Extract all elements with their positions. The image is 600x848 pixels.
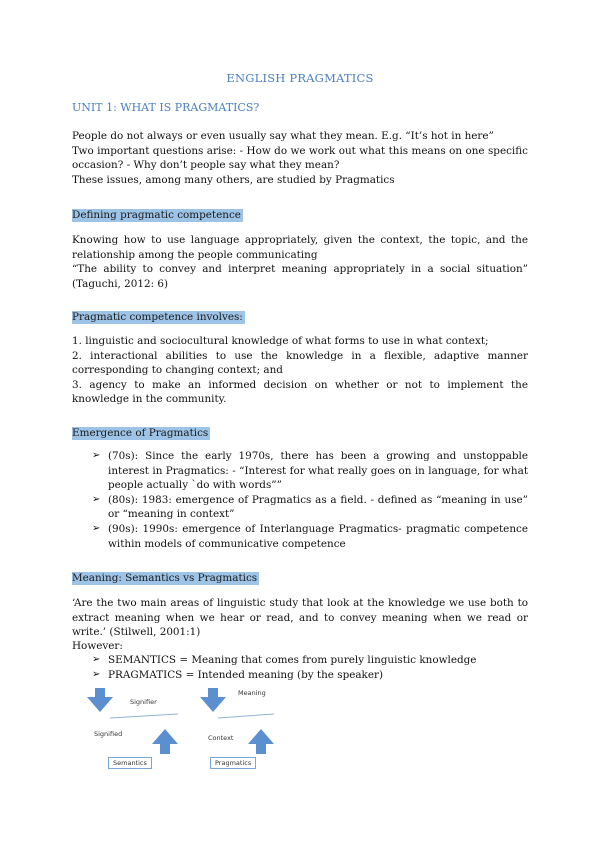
however-label: However: bbox=[72, 640, 123, 652]
involves-heading bbox=[72, 305, 245, 324]
intro-line-1: People do not always or even usually say what they mean. E.g. “It’s hot in here” bbox=[72, 130, 494, 142]
semantics-label-box: Semantics bbox=[108, 757, 152, 769]
involves-item-2: 2. interactional abilities to use the knowledge in a flexible, adaptive manner corresponding to changing context; and bbox=[72, 349, 528, 377]
semantics-pragmatics-diagram bbox=[86, 688, 282, 770]
emergence-bullets bbox=[92, 449, 528, 551]
meaning-bullet-text: SEMANTICS = Meaning that comes from purely linguistic knowledge bbox=[108, 654, 477, 666]
defining-block bbox=[72, 233, 528, 291]
intro-line-2: Two important questions arise: - How do we work out what this means on one specific occasion? - Why don’t people say what they mean? bbox=[72, 144, 528, 172]
defining-paragraph-1: Knowing how to use language appropriately, given the context, the topic, and the relationship among the people communicating bbox=[72, 234, 528, 261]
signifier-label: Signifier bbox=[130, 698, 157, 706]
meaning-bullet-text: PRAGMATICS = Intended meaning (by the speaker) bbox=[108, 668, 384, 681]
unit-heading: UNIT 1: WHAT IS PRAGMATICS? bbox=[72, 101, 260, 114]
involves-heading-text: Pragmatic competence involves: bbox=[72, 311, 243, 323]
meaning-quote: ‘Are the two main areas of linguistic study that look at the knowledge we use both to extract meaning when we hear or read, and to convey meaning when we read or write.’ (Stilwell, 2001:1) bbox=[72, 597, 528, 639]
document-title: ENGLISH PRAGMATICS bbox=[226, 71, 374, 85]
involves-list bbox=[72, 334, 528, 407]
meaning-heading-text: Meaning: Semantics vs Pragmatics bbox=[72, 572, 258, 584]
emergence-bullet bbox=[92, 449, 528, 493]
meaning-bullet bbox=[92, 653, 528, 668]
intro-block bbox=[72, 129, 528, 187]
emergence-bullet-text: (90s): 1990s: emergence of Interlanguage Pragmatics- pragmatic competence within models of communicative competence bbox=[108, 522, 528, 550]
arrow-bullet-icon: ➢ bbox=[92, 522, 101, 534]
emergence-heading bbox=[72, 421, 210, 440]
down-arrow-icon bbox=[87, 688, 113, 712]
involves-item-1: 1. linguistic and sociocultural knowledge of what forms to use in what context; bbox=[72, 335, 489, 347]
divider-line bbox=[110, 714, 178, 718]
meaning-bullet bbox=[92, 668, 528, 683]
arrow-bullet-icon: ➢ bbox=[92, 493, 101, 505]
defining-heading-text: Defining pragmatic competence bbox=[72, 209, 241, 221]
meaning-heading bbox=[72, 566, 259, 585]
emergence-bullet bbox=[92, 493, 528, 522]
divider-line bbox=[218, 714, 274, 718]
defining-heading bbox=[72, 203, 243, 222]
arrow-bullet-icon: ➢ bbox=[92, 654, 101, 665]
up-arrow-icon bbox=[248, 729, 274, 754]
context-label: Context bbox=[208, 734, 234, 742]
emergence-bullet bbox=[92, 522, 528, 551]
meaning-label: Meaning bbox=[238, 689, 266, 697]
emergence-heading-text: Emergence of Pragmatics bbox=[72, 427, 209, 439]
arrow-bullet-icon: ➢ bbox=[92, 450, 101, 461]
signified-label: Signified bbox=[94, 730, 123, 738]
meaning-bullets bbox=[92, 653, 528, 682]
up-arrow-icon bbox=[152, 729, 178, 754]
emergence-bullet-text: (80s): 1983: emergence of Pragmatics as a field. - defined as “meaning in use” or “meaning in context” bbox=[108, 493, 528, 521]
down-arrow-icon bbox=[200, 688, 226, 712]
arrow-bullet-icon: ➢ bbox=[92, 668, 101, 680]
defining-paragraph-2: “The ability to convey and interpret meaning appropriately in a social situation” (Taguchi, 2012: 6) bbox=[72, 263, 528, 290]
intro-line-3: These issues, among many others, are studied by Pragmatics bbox=[72, 173, 395, 186]
involves-item-3: 3. agency to make an informed decision on whether or not to implement the knowledge in the community. bbox=[72, 378, 528, 406]
pragmatics-label-box: Pragmatics bbox=[210, 757, 256, 769]
emergence-bullet-text: (70s): Since the early 1970s, there has been a growing and unstoppable interest in Pragmatics: - “Interest for what really goes on in language, for what people actually `do with words”” bbox=[108, 450, 528, 492]
